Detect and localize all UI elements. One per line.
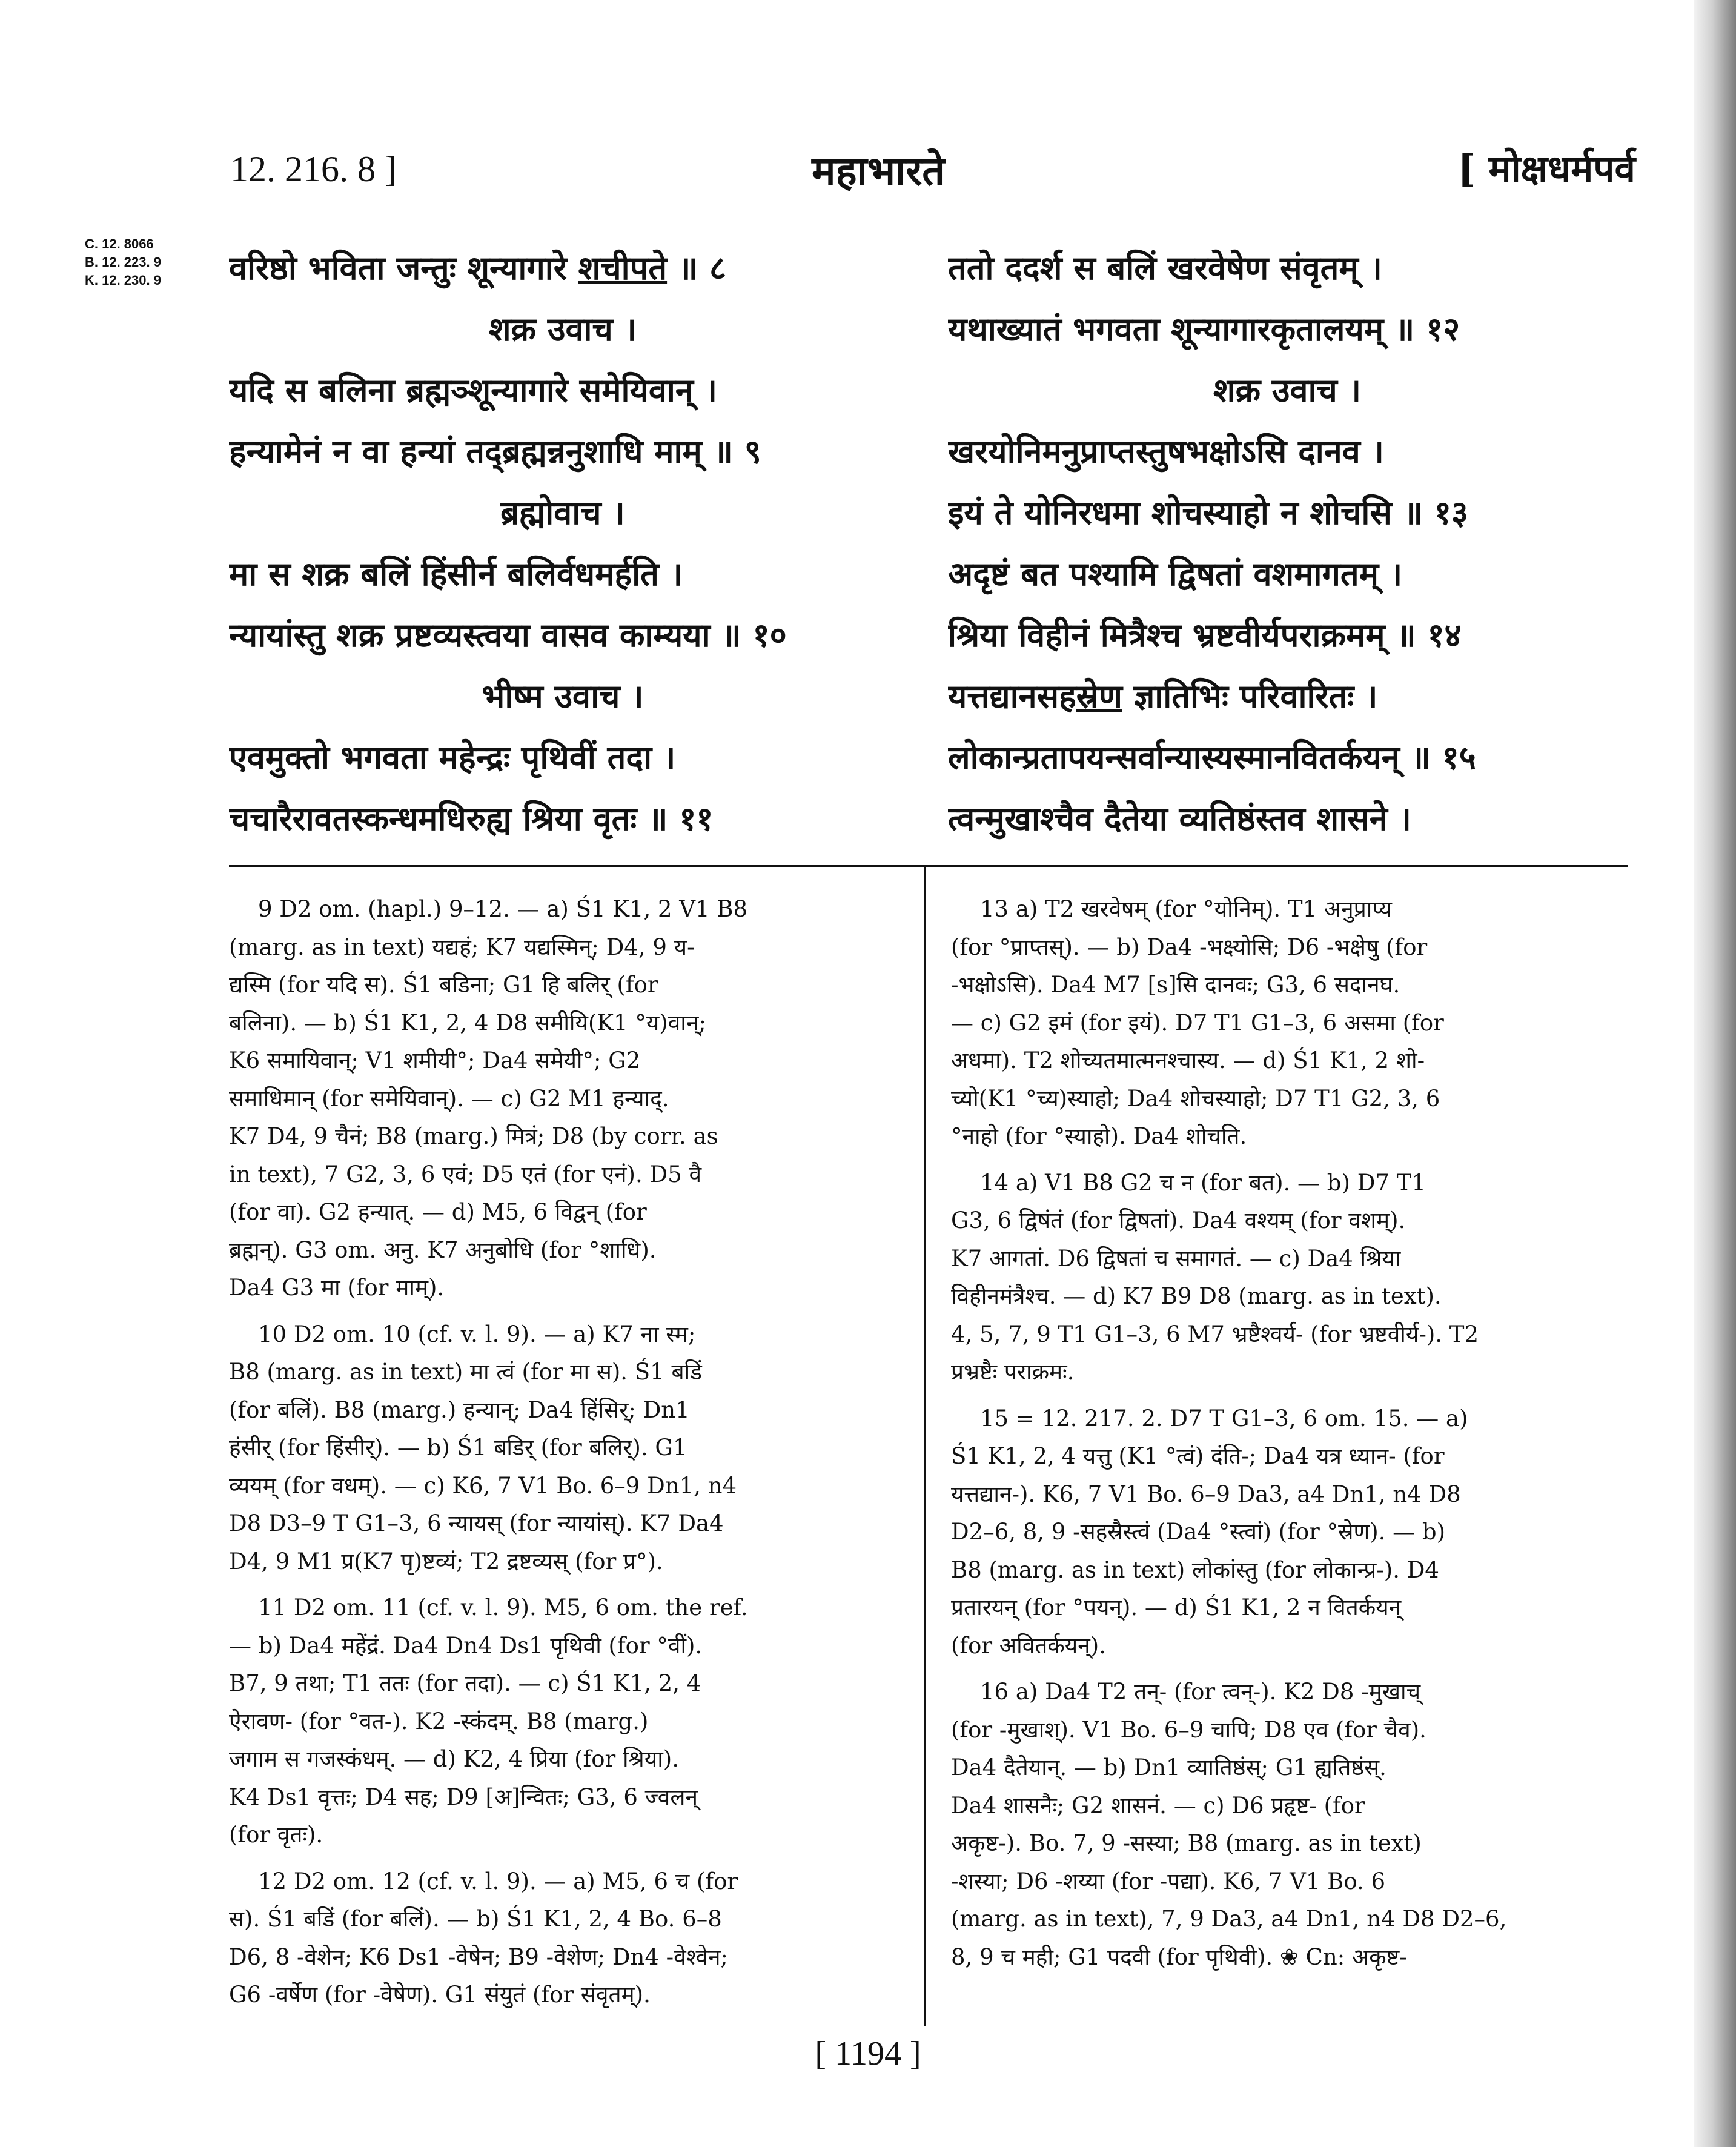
book-title: महाभारते xyxy=(812,147,945,194)
variant-note xyxy=(951,1164,1617,1392)
note-line: Da4 G3 मा (for माम्). xyxy=(229,1275,445,1301)
verse-line: त्वन्मुखाश्चैव दैतेया व्यतिष्ठंस्तव शासने । xyxy=(948,799,1411,838)
verse-line: श्रिया विहीनं मित्रैश्च भ्रष्टवीर्यपराक्रमम् ॥ १४ xyxy=(948,616,1462,654)
note-line: स). Ś1 बडिं (for बलिं). — b) Ś1 K1, 2, 4 Bo. 6–8 xyxy=(229,1906,722,1932)
note-line: (for वृतः). xyxy=(229,1822,323,1848)
note-line: विहीनमंत्रैश्च. — d) K7 B9 D8 (marg. as in text). xyxy=(951,1283,1442,1309)
verse-line: मा स शक्र बलिं हिंसीर्न बलिर्वधमर्हति । xyxy=(229,554,683,593)
note-line: K7 आगतां. D6 द्विषतां च समागतं. — c) Da4 श्रिया xyxy=(951,1245,1401,1272)
verse-line xyxy=(948,666,1626,727)
verse-line: एवमुक्तो भगवता महेन्द्रः पृथिवीं तदा । xyxy=(229,738,676,777)
verse-text: वरिष्ठो भविता जन्तुः शून्यागारे xyxy=(229,248,578,287)
note-line: -शस्या; D6 -शय्या (for -पद्या). K6, 7 V1 Bo. 6 xyxy=(951,1868,1386,1894)
verse-text: ज्ञातिभिः परिवारितः । xyxy=(1122,677,1378,715)
note-line: बलिना). — b) Ś1 K1, 2, 4 D8 समीयि(K1 °य)वान्; xyxy=(229,1009,706,1036)
verse-line: ततो ददर्श स बलिं खरवेषेण संवृतम् । xyxy=(948,248,1382,287)
verse-line: अदृष्टं बत पश्यामि द्विषतां वशमागतम् । xyxy=(948,554,1403,593)
note-line: 15 = 12. 217. 2. D7 T G1–3, 6 om. 15. — a) xyxy=(980,1405,1468,1432)
verse-text: ॥ ८ xyxy=(667,248,727,287)
verses-left-column xyxy=(229,237,896,855)
note-line: (for बलिं). B8 (marg.) हन्यान्; Da4 हिंसिर्; Dn1 xyxy=(229,1396,690,1423)
note-line: 8, 9 च मही; G1 पदवी (for पृथिवी). ❀ Cn: अकृष्ट- xyxy=(951,1943,1407,1970)
note-line: G6 -वर्षेण (for -वेषेण). G1 संयुतं (for संवृतम्). xyxy=(229,1982,651,2008)
note-line: Da4 दैतेयान्. — b) Dn1 व्यातिष्ठंस्; G1 ह्यतिष्ठंस्. xyxy=(951,1754,1386,1780)
concordance-line: C. 12. 8066 xyxy=(85,236,154,251)
page-number: [ 1194 ] xyxy=(815,2035,921,2072)
note-line: ब्रह्मन्). G3 om. अनु. K7 अनुबोधि (for °शाधि). xyxy=(229,1236,657,1263)
note-line: K4 Ds1 वृत्तः; D4 सह; D9 [अ]न्वितः; G3, 6 ज्वलन् xyxy=(229,1784,698,1810)
note-line: B7, 9 तथा; T1 ततः (for तदा). — c) Ś1 K1, 2, 4 xyxy=(229,1670,701,1696)
note-line: D4, 9 M1 प्र(K7 पृ)ष्टव्यं; T2 द्रष्टव्यस् (for प्र°). xyxy=(229,1548,663,1575)
concordance-references xyxy=(85,235,161,290)
note-line: (marg. as in text) यद्यहं; K7 यद्यस्मिन्; D4, 9 य- xyxy=(229,934,695,960)
note-line: प्रतारयन् (for °पयन्). — d) Ś1 K1, 2 न वितर्कयन् xyxy=(951,1594,1402,1621)
note-line: Ś1 K1, 2, 4 यत्तु (K1 °त्वं) दंति-; Da4 यत्र ध्यान- (for xyxy=(951,1443,1445,1469)
verse-line: चचारैरावतस्कन्धमधिरुह्य श्रिया वृतः ॥ ११ xyxy=(229,799,714,838)
variant-note xyxy=(951,891,1617,1156)
note-line: °नाहो (for °स्याहो). Da4 शोचति. xyxy=(951,1123,1247,1149)
page-header xyxy=(0,142,1736,209)
note-line: 9 D2 om. (hapl.) 9–12. — a) Ś1 K1, 2 V1 B8 xyxy=(258,896,748,922)
note-line: -भक्षोऽसि). Da4 M7 [s]सि दानवः; G3, 6 सदानघ. xyxy=(951,972,1400,998)
section-title: [ मोक्षधर्मपर्व xyxy=(1457,147,1635,191)
note-line: 4, 5, 7, 9 T1 G1–3, 6 M7 भ्रष्टैश्वर्य- (for भ्रष्टवीर्य-). T2 xyxy=(951,1321,1479,1347)
apparatus-right-column xyxy=(951,891,1617,1985)
verse-line: हन्यामेनं न वा हन्यां तद्ब्रह्मन्ननुशाधि माम् ॥ ९ xyxy=(229,432,761,471)
speaker-heading: शक्र उवाच । xyxy=(1213,371,1362,410)
note-line: (for °प्राप्तस्). — b) Da4 -भक्ष्योसि; D6 -भक्षेषु (for xyxy=(951,934,1428,960)
note-line: 10 D2 om. 10 (cf. v. l. 9). — a) K7 ना स्म; xyxy=(258,1321,696,1347)
note-line: द्यस्मि (for यदि स). Ś1 बडिना; G1 हि बलिर् (for xyxy=(229,972,658,998)
note-line: (for अवितर्कयन्). xyxy=(951,1632,1106,1659)
note-line: यत्तद्यान-). K6, 7 V1 Bo. 6–9 Da3, a4 Dn1, n4 D8 xyxy=(951,1481,1461,1507)
note-line: हंसीर् (for हिंसीर्). — b) Ś1 बडिर् (for बलिर्). G1 xyxy=(229,1435,687,1461)
variant-note xyxy=(229,1316,883,1581)
verse-line: यदि स बलिना ब्रह्मञ्शून्यागारे समेयिवान् । xyxy=(229,371,718,410)
note-line: K6 समायिवान्; V1 शमीयी°; Da4 समेयी°; G2 xyxy=(229,1047,641,1074)
note-line: (for वा). G2 हन्यात्. — d) M5, 6 विद्वन् (for xyxy=(229,1199,647,1225)
note-line: G3, 6 द्विषंतं (for द्विषतां). Da4 वश्यम् (for वशम्). xyxy=(951,1207,1406,1233)
note-line: (for -मुखाश्). V1 Bo. 6–9 चापि; D8 एव (for चैव). xyxy=(951,1716,1426,1743)
note-line: B8 (marg. as in text) लोकांस्तु (for लोकान्प्र-). D4 xyxy=(951,1556,1439,1583)
note-line: D6, 8 -वेशेन; K6 Ds1 -वेषेन; B9 -वेशेण; Dn4 -वेश्वेन; xyxy=(229,1943,729,1970)
note-line: अकृष्ट-). Bo. 7, 9 -सस्या; B8 (marg. as in text) xyxy=(951,1830,1422,1856)
note-line: (marg. as in text), 7, 9 Da3, a4 Dn1, n4 D8 D2–6, xyxy=(951,1906,1507,1932)
note-line: D2–6, 8, 9 -सहस्रैस्त्वं (Da4 °स्त्वां) (for °स्रेण). — b) xyxy=(951,1519,1446,1545)
variant-note xyxy=(229,1863,883,2014)
note-line: B8 (marg. as in text) मा त्वं (for मा स). Ś1 बडिं xyxy=(229,1359,702,1385)
verse-line xyxy=(229,237,896,299)
variant-note xyxy=(951,1400,1617,1665)
note-line: — c) G2 इमं (for इयं). D7 T1 G1–3, 6 असमा (for xyxy=(951,1009,1444,1036)
variant-note xyxy=(229,891,883,1307)
note-line: व्ययम् (for वधम्). — c) K6, 7 V1 Bo. 6–9 Dn1, n4 xyxy=(229,1472,737,1499)
verses-right-column xyxy=(948,237,1626,855)
note-line: Da4 शासनैः; G2 शासनं. — c) D6 प्रहृष्ट- (for xyxy=(951,1792,1365,1819)
note-line: अधमा). T2 शोच्यतमात्मनश्चास्य. — d) Ś1 K1, 2 शो- xyxy=(951,1047,1425,1074)
speaker-heading: भीष्म उवाच । xyxy=(482,677,644,715)
note-line: प्रभ्रष्टैः पराक्रमः. xyxy=(951,1359,1075,1385)
book-binding-edge xyxy=(1694,0,1736,2147)
note-line: K7 D4, 9 चैनं; B8 (marg.) मित्रं; D8 (by corr. as xyxy=(229,1123,718,1149)
speaker-heading: शक्र उवाच । xyxy=(488,310,637,348)
verse-reference: 12. 216. 8 ] xyxy=(230,149,397,189)
verse-line: इयं ते योनिरधमा शोचस्याहो न शोचसि ॥ १३ xyxy=(948,493,1468,532)
verse-line: खरयोनिमनुप्राप्तस्तुषभक्षोऽसि दानव । xyxy=(948,432,1384,471)
variant-note xyxy=(951,1673,1617,1976)
note-line: समाधिमान् (for समेयिवान्). — c) G2 M1 हन्याद्. xyxy=(229,1085,669,1112)
note-line: in text), 7 G2, 3, 6 एवं; D5 एतं (for एनं). D5 वै xyxy=(229,1161,702,1187)
note-line: — b) Da4 महेंद्रं. Da4 Dn4 Ds1 पृथिवी (for °वीं). xyxy=(229,1632,703,1659)
note-line: 16 a) Da4 T2 तन्- (for त्वन्-). K2 D8 -मुखाच् xyxy=(980,1679,1421,1705)
horizontal-divider xyxy=(229,865,1628,867)
verse-line: यथाख्यातं भगवता शून्यागारकृतालयम् ॥ १२ xyxy=(948,310,1460,348)
note-line: जगाम स गजस्कंधम्. — d) K2, 4 प्रिया (for श्रिया). xyxy=(229,1746,679,1772)
note-line: ऐरावण- (for °वत-). K2 -स्कंदम्. B8 (marg.) xyxy=(229,1708,649,1734)
variant-note xyxy=(229,1589,883,1854)
apparatus-left-column xyxy=(229,891,883,2023)
verse-text: यत्तद्यानसह xyxy=(948,677,1076,715)
note-line: D8 D3–9 T G1–3, 6 न्यायस् (for न्यायांस्). K7 Da4 xyxy=(229,1510,724,1536)
note-line: 14 a) V1 B8 G2 च न (for बत). — b) D7 T1 xyxy=(980,1169,1426,1196)
concordance-line: B. 12. 223. 9 xyxy=(85,254,161,270)
underlined-word: स्रेण xyxy=(1076,677,1122,715)
note-line: 11 D2 om. 11 (cf. v. l. 9). M5, 6 om. the ref. xyxy=(258,1594,748,1621)
verse-line: लोकान्प्रतापयन्सर्वान्यास्यस्मानवितर्कयन् ॥ १५ xyxy=(948,738,1476,777)
note-line: 13 a) T2 खरवेषम् (for °योनिम्). T1 अनुप्राप्य xyxy=(980,896,1392,922)
speaker-heading: ब्रह्मोवाच । xyxy=(500,493,625,532)
concordance-line: K. 12. 230. 9 xyxy=(85,273,161,288)
note-line: 12 D2 om. 12 (cf. v. l. 9). — a) M5, 6 च (for xyxy=(258,1868,738,1894)
note-line: च्यो(K1 °च्य)स्याहो; Da4 शोचस्याहो; D7 T1 G2, 3, 6 xyxy=(951,1085,1440,1112)
verse-line: न्यायांस्तु शक्र प्रष्टव्यस्त्वया वासव काम्यया ॥ १० xyxy=(229,616,787,654)
underlined-word: शचीपते xyxy=(578,248,668,287)
column-divider xyxy=(924,866,926,2026)
